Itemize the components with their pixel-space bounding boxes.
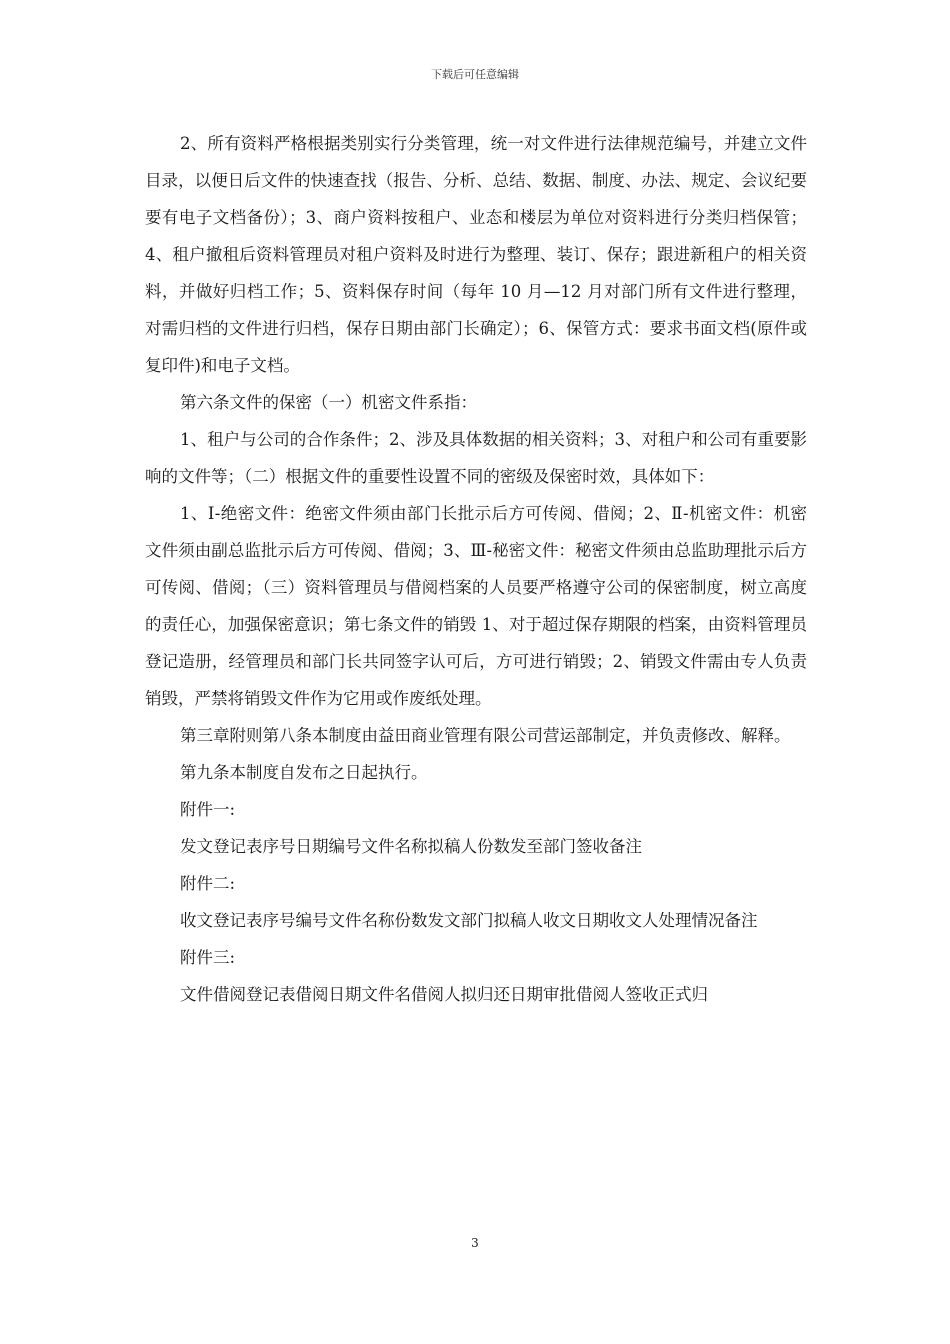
paragraph: 1、租户与公司的合作条件；2、涉及具体数据的相关资料；3、对租户和公司有重要影响的文件等；（二）根据文件的重要性设置不同的密级及保密时效，具体如下： xyxy=(145,430,807,486)
paragraph: 收文登记表序号编号文件名称份数发文部门拟稿人收文日期收文人处理情况备注 xyxy=(180,911,758,930)
paragraph: 第九条本制度自发布之日起执行。 xyxy=(180,763,428,782)
page-number: 3 xyxy=(471,1236,479,1250)
paragraph: 第三章附则第八条本制度由益田商业管理有限公司营运部制定，并负责修改、解释。 xyxy=(180,726,791,745)
paragraph: 附件一: xyxy=(180,800,236,819)
paragraph: 文件借阅登记表借阅日期文件名借阅人拟归还日期审批借阅人签收正式归 xyxy=(180,985,708,1004)
paragraph: 2、所有资料严格根据类别实行分类管理，统一对文件进行法律规范编号，并建立文件目录，以便日后文件的快速查找（报告、分析、总结、数据、制度、办法、规定、会议纪要要有电子文档备份）；3、商户资料按租户、业态和楼层为单位对资料进行分类归档保管；4、租户撤租后资料管理员对租户资料及时进行为整理、装订、保存；跟进新租户的相关资料，并做好归档工作；5、资料保存时间（每年 10 月—12 月对部门所有文件进行整理，对需归档的文件进行归档，保存日期由部门长确定）；6、保管方式：要求书面文档(原件或复印件)和电子文档。 xyxy=(145,134,807,375)
paragraph: 附件三: xyxy=(180,948,236,967)
paragraph: 附件二: xyxy=(180,874,236,893)
page-header: 下载后可任意编辑 xyxy=(431,68,519,81)
paragraph: 第六条文件的保密（一）机密文件系指： xyxy=(180,393,477,412)
document-body xyxy=(145,125,807,1013)
paragraph: 发文登记表序号日期编号文件名称拟稿人份数发至部门签收备注 xyxy=(180,837,642,856)
paragraph: 1、Ⅰ-绝密文件：绝密文件须由部门长批示后方可传阅、借阅；2、Ⅱ-机密文件：机密文件须由副总监批示后方可传阅、借阅；3、Ⅲ-秘密文件：秘密文件须由总监助理批示后方可传阅、借阅；（三）资料管理员与借阅档案的人员要严格遵守公司的保密制度，树立高度的责任心，加强保密意识；第七条文件的销毁 1、对于超过保存期限的档案，由资料管理员登记造册，经管理员和部门长共同签字认可后，方可进行销毁；2、销毁文件需由专人负责销毁，严禁将销毁文件作为它用或作废纸处理。 xyxy=(145,504,807,708)
